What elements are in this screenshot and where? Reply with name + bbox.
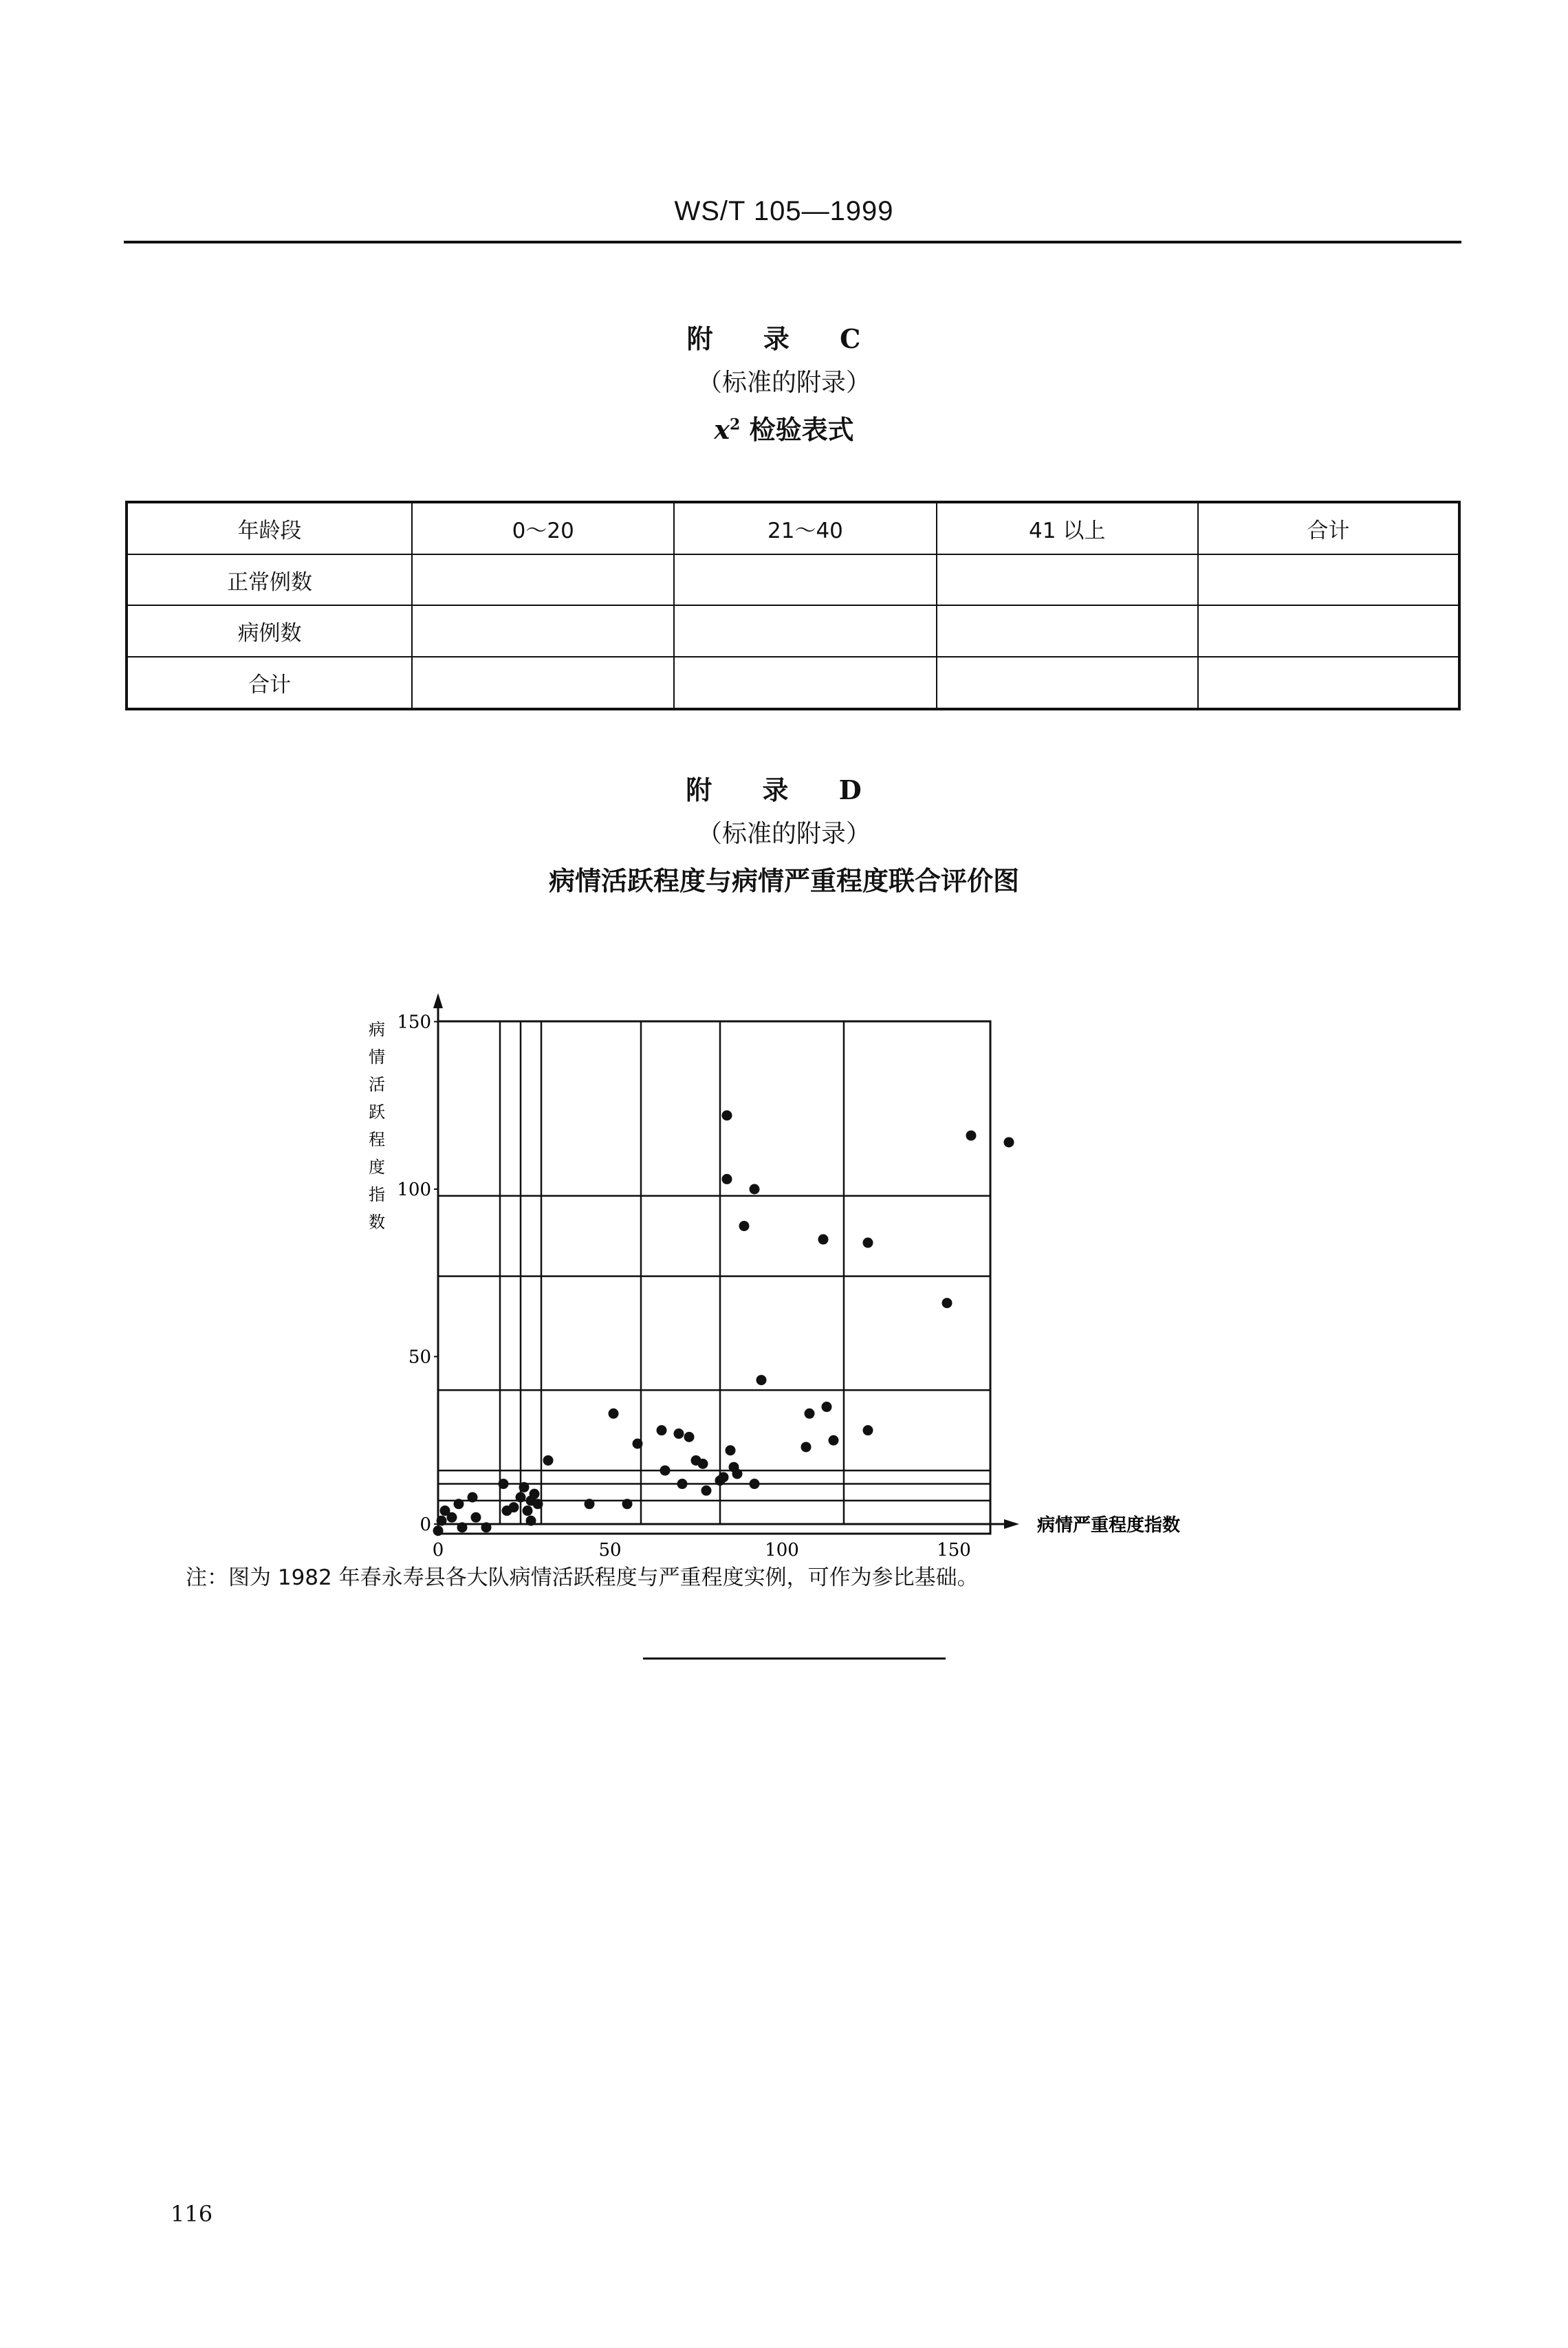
data-point [726, 1445, 736, 1455]
appendix-d-title: 附 录 D [686, 774, 882, 805]
data-point [818, 1235, 829, 1245]
y-axis-label-char: 跃 [369, 1102, 385, 1122]
data-point [660, 1466, 671, 1476]
data-point [739, 1221, 750, 1231]
chi-superscript: 2 [730, 415, 741, 434]
y-axis-label-char: 指 [369, 1185, 385, 1204]
data-point [543, 1455, 554, 1466]
table-header-cell: 合计 [1198, 502, 1459, 554]
y-tick-label: 150 [397, 1012, 431, 1033]
data-point [677, 1479, 688, 1489]
data-point [609, 1409, 619, 1419]
y-tick-label: 0 [420, 1514, 431, 1535]
data-point [457, 1522, 468, 1532]
standard-code: WS/T 105—1999 [674, 196, 894, 226]
data-point [684, 1432, 695, 1442]
table-row-label: 病例数 [127, 605, 412, 656]
x-tick-label: 100 [765, 1540, 799, 1561]
data-point [633, 1439, 643, 1449]
data-point [674, 1428, 684, 1439]
appendix-c-title: 附 录 C [686, 323, 882, 354]
data-point [750, 1184, 760, 1195]
data-point [719, 1472, 729, 1482]
end-rule [643, 1657, 946, 1660]
data-point [585, 1499, 595, 1509]
x-tick-label: 50 [598, 1540, 622, 1561]
x-tick-label: 0 [432, 1540, 444, 1561]
y-tick-label: 50 [408, 1347, 431, 1368]
y-axis-label-char: 情 [369, 1047, 385, 1067]
table-header-cell: 21～40 [674, 502, 936, 554]
data-point [822, 1402, 832, 1412]
data-point [437, 1516, 447, 1526]
data-point [732, 1468, 743, 1479]
table-header-cell: 0～20 [412, 502, 674, 554]
data-point [533, 1499, 543, 1509]
y-axis-label [369, 1020, 385, 1232]
figure-note: 注：图为 1982 年春永寿县各大队病情活跃程度与严重程度实例，可作为参比基础。 [186, 1565, 979, 1590]
page-number: 116 [171, 2201, 213, 2227]
data-point [468, 1492, 478, 1503]
y-axis-label-char: 活 [369, 1075, 385, 1094]
axis-ticks [397, 1012, 970, 1561]
data-point [863, 1425, 873, 1435]
table-header-cell: 年龄段 [127, 502, 412, 554]
x-axis-arrow-icon [1004, 1519, 1019, 1529]
y-tick-label: 100 [397, 1180, 431, 1200]
chi-symbol: x [714, 414, 730, 445]
table-header-cell: 41 以上 [937, 502, 1198, 554]
appendix-c-name-text: 检验表式 [740, 414, 854, 445]
data-point [530, 1489, 540, 1499]
data-point [526, 1516, 536, 1526]
data-point [523, 1505, 533, 1516]
data-point [447, 1512, 457, 1523]
data-point [698, 1459, 708, 1469]
x-axis-label: 病情严重程度指数 [1037, 1515, 1181, 1536]
y-axis-arrow-icon [433, 993, 443, 1008]
data-point [722, 1174, 732, 1184]
data-point [829, 1435, 839, 1446]
data-point [471, 1512, 481, 1523]
data-point [756, 1375, 767, 1385]
chart-grid [438, 1021, 990, 1524]
data-point [454, 1499, 464, 1509]
appendix-d-name: 病情活跃程度与病情严重程度联合评价图 [548, 865, 1019, 896]
data-point [657, 1425, 667, 1435]
y-axis-label-char: 度 [369, 1157, 385, 1177]
x-tick-label: 150 [937, 1540, 971, 1561]
y-axis-label-char: 程 [369, 1130, 385, 1149]
data-point [499, 1479, 509, 1489]
data-point [1004, 1137, 1014, 1147]
data-point [519, 1482, 530, 1492]
data-point [622, 1499, 633, 1509]
data-point [433, 1525, 444, 1536]
data-point [481, 1522, 492, 1532]
data-point [516, 1492, 526, 1503]
y-axis-label-char: 病 [369, 1020, 385, 1039]
data-point [701, 1486, 712, 1496]
data-point [942, 1298, 952, 1308]
y-axis-label-char: 数 [369, 1213, 385, 1232]
data-point [722, 1110, 732, 1120]
data-point [805, 1409, 815, 1419]
data-point [801, 1442, 812, 1452]
table-row-label: 正常例数 [127, 554, 412, 605]
data-point [966, 1131, 977, 1141]
data-point [750, 1479, 760, 1489]
data-point [509, 1502, 519, 1512]
appendix-d-subtitle: （标准的附录） [697, 820, 871, 848]
table-row-label: 合计 [127, 657, 412, 709]
data-point [863, 1237, 873, 1248]
appendix-c-subtitle: （标准的附录） [697, 369, 871, 397]
